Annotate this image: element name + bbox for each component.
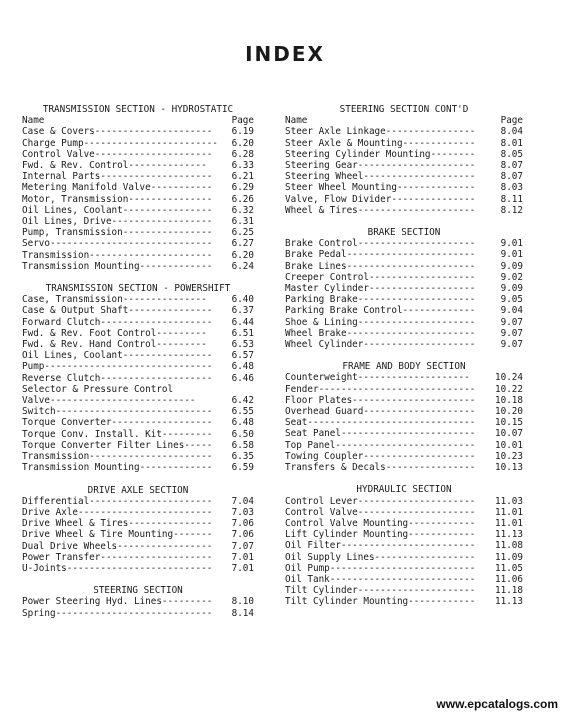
entry-name: Power Transfer--------------------	[22, 551, 213, 563]
index-entry	[22, 171, 254, 182]
entry-page: 6.40	[231, 294, 254, 306]
entry-page: 6.53	[231, 339, 254, 351]
index-section	[285, 227, 523, 350]
index-entry	[22, 384, 254, 395]
entry-page: 7.07	[231, 540, 254, 552]
index-entry	[22, 596, 254, 607]
entry-page: 6.55	[231, 406, 254, 418]
entry-page: 9.07	[500, 316, 523, 328]
index-entry	[285, 574, 523, 585]
entry-name: Servo-----------------------------	[22, 238, 213, 250]
entry-name: Charge Pump------------------------	[22, 137, 218, 149]
entry-name: Shoe & Lining---------------------	[285, 316, 476, 328]
entry-page: 6.35	[231, 451, 254, 463]
index-section	[285, 104, 523, 216]
index-entry	[22, 250, 254, 261]
entry-name: Case, Transmission---------------	[22, 294, 207, 306]
entry-name: Oil Tank--------------------------	[285, 573, 476, 585]
entry-page: 10.20	[495, 406, 523, 418]
entry-name: Counterweight--------------------	[285, 372, 470, 384]
entry-name: Wheel & Tires---------------------	[285, 204, 476, 216]
entry-name: Steer Axle Linkage----------------	[285, 126, 476, 138]
section-title: FRAME AND BODY SECTION	[342, 361, 466, 373]
left-column	[22, 104, 254, 630]
index-entry	[22, 149, 254, 160]
index-entry	[22, 261, 254, 272]
index-entry	[22, 608, 254, 619]
entry-page: 11.18	[495, 585, 523, 597]
entry-page: 10.24	[495, 372, 523, 384]
entry-name: Transfers & Decals----------------	[285, 462, 476, 474]
entry-page: 9.01	[500, 249, 523, 261]
section-title: STEERING SECTION	[93, 585, 183, 597]
index-entry	[285, 552, 523, 563]
index-entry	[285, 451, 523, 462]
entry-name: Torque Conv. Install. Kit---------	[22, 428, 213, 440]
index-entry	[22, 496, 254, 507]
index-entry	[22, 182, 254, 193]
index-entry	[285, 563, 523, 574]
column-header	[285, 115, 523, 126]
entry-name: Drive Wheel & Tires---------------	[22, 518, 213, 530]
entry-page: 7.06	[231, 529, 254, 541]
entry-name: Parking Brake---------------------	[285, 294, 476, 306]
index-entry	[22, 429, 254, 440]
entry-page: 6.37	[231, 305, 254, 317]
entry-name: Pump, Transmission----------------	[22, 227, 213, 239]
entry-name: Steering Cylinder Mounting--------	[285, 148, 476, 160]
index-entry	[22, 541, 254, 552]
index-entry	[285, 406, 523, 417]
index-entry	[285, 194, 523, 205]
index-entry	[22, 238, 254, 249]
entry-name: Overhead Guard--------------------	[285, 406, 476, 418]
entry-page: 6.46	[231, 372, 254, 384]
index-entry	[285, 440, 523, 451]
index-entry	[285, 249, 523, 260]
index-entry	[285, 328, 523, 339]
header-name: Name	[285, 115, 308, 127]
index-entry	[285, 395, 523, 406]
index-entry	[22, 328, 254, 339]
entry-page: 8.07	[500, 171, 523, 183]
index-entry	[285, 384, 523, 395]
section-title: STEERING SECTION CONT'D	[339, 104, 469, 115]
index-section	[285, 484, 523, 607]
entry-name: Top Panel-------------------------	[285, 439, 476, 451]
entry-name: Selector & Pressure Control	[22, 383, 174, 395]
index-entry	[22, 518, 254, 529]
entry-page: 9.09	[500, 283, 523, 295]
index-entry	[285, 305, 523, 316]
index-entry	[22, 462, 254, 473]
entry-page: 6.57	[231, 350, 254, 362]
column-header	[22, 115, 254, 126]
index-entry	[285, 138, 523, 149]
entry-name: Seat Panel------------------------	[285, 428, 476, 440]
entry-page: 11.03	[495, 495, 523, 507]
entry-name: Spring----------------------------	[22, 607, 213, 619]
entry-page: 6.20	[231, 249, 254, 261]
index-entry	[285, 507, 523, 518]
entry-page: 8.07	[500, 160, 523, 172]
entry-name: Lift Cylinder Mounting------------	[285, 529, 476, 541]
index-entry	[22, 451, 254, 462]
entry-page: 11.13	[495, 529, 523, 541]
index-entry	[22, 216, 254, 227]
index-section	[22, 585, 254, 619]
entry-name: Oil Filter------------------------	[285, 540, 476, 552]
index-entry	[22, 294, 254, 305]
entry-page: 7.01	[231, 562, 254, 574]
entry-name: Parking Brake Control-------------	[285, 305, 476, 317]
entry-name: Motor, Transmission---------------	[22, 193, 213, 205]
index-entry	[285, 529, 523, 540]
entry-page: 6.27	[231, 238, 254, 250]
entry-name: Oil Lines, Coolant----------------	[22, 350, 213, 362]
entry-page: 11.09	[495, 551, 523, 563]
entry-name: Fwd. & Rev. Hand Control---------	[22, 339, 207, 351]
entry-name: Valve--------------------------	[22, 395, 196, 407]
section-title: TRANSMISSION SECTION - HYDROSTATIC	[42, 104, 234, 115]
entry-page: 6.32	[231, 204, 254, 216]
index-entry	[22, 552, 254, 563]
entry-page: 10.15	[495, 417, 523, 429]
entry-page: 7.03	[231, 506, 254, 518]
index-entry	[285, 171, 523, 182]
entry-page: 9.07	[500, 339, 523, 351]
index-section	[22, 104, 254, 272]
header-page: Page	[500, 115, 523, 127]
entry-page: 6.19	[231, 126, 254, 138]
entry-page: 8.10	[231, 596, 254, 608]
index-entry	[22, 507, 254, 518]
index-entry	[285, 182, 523, 193]
entry-name: Brake Lines-----------------------	[285, 260, 476, 272]
index-entry	[285, 339, 523, 350]
entry-name: Steering Gear---------------------	[285, 160, 476, 172]
entry-page: 9.07	[500, 327, 523, 339]
entry-page: 8.03	[500, 182, 523, 194]
entry-name: Control Lever---------------------	[285, 495, 476, 507]
entry-page: 10.23	[495, 450, 523, 462]
index-entry	[22, 350, 254, 361]
entry-name: Tilt Cylinder---------------------	[285, 585, 476, 597]
index-entry	[285, 126, 523, 137]
entry-name: Transmission----------------------	[22, 249, 213, 261]
entry-name: Transmission Mounting-------------	[22, 462, 213, 474]
index-entry	[285, 585, 523, 596]
entry-page: 10.18	[495, 394, 523, 406]
entry-page: 6.28	[231, 148, 254, 160]
entry-name: Switch----------------------------	[22, 406, 213, 418]
index-entry	[22, 529, 254, 540]
entry-name: Metering Manifold Valve-----------	[22, 182, 213, 194]
entry-page: 6.31	[231, 216, 254, 228]
entry-page: 7.04	[231, 495, 254, 507]
index-entry	[285, 540, 523, 551]
entry-name: Oil Pump--------------------------	[285, 562, 476, 574]
entry-name: Oil Supply Lines------------------	[285, 551, 476, 563]
entry-page	[252, 384, 254, 395]
index-entry	[22, 126, 254, 137]
index-entry	[285, 417, 523, 428]
index-entry	[22, 205, 254, 216]
entry-page: 11.01	[495, 517, 523, 529]
entry-name: Transmission----------------------	[22, 451, 213, 463]
index-entry	[285, 518, 523, 529]
footer-watermark: www.epcatalogs.com	[436, 697, 558, 711]
entry-name: Towing Coupler--------------------	[285, 450, 476, 462]
entry-page: 9.02	[500, 271, 523, 283]
index-entry	[22, 440, 254, 451]
entry-name: Control Valve Mounting------------	[285, 517, 476, 529]
index-entry	[285, 283, 523, 294]
index-entry	[285, 238, 523, 249]
entry-name: Internal Parts--------------------	[22, 171, 213, 183]
entry-name: Reverse Clutch--------------------	[22, 372, 213, 384]
right-column	[285, 104, 523, 619]
entry-name: Steering Wheel--------------------	[285, 171, 476, 183]
entry-page: 9.04	[500, 305, 523, 317]
entry-page: 6.58	[231, 439, 254, 451]
entry-name: Wheel Brake-----------------------	[285, 327, 476, 339]
entry-name: Drive Axle------------------------	[22, 506, 213, 518]
entry-name: Pump------------------------------	[22, 361, 213, 373]
entry-page: 6.48	[231, 417, 254, 429]
entry-name: Steer Wheel Mounting--------------	[285, 182, 476, 194]
index-entry	[285, 272, 523, 283]
index-entry	[285, 372, 523, 383]
entry-name: Fender----------------------------	[285, 383, 476, 395]
entry-page: 6.25	[231, 227, 254, 239]
entry-page: 8.05	[500, 148, 523, 160]
entry-page: 8.04	[500, 126, 523, 138]
index-entry	[285, 462, 523, 473]
entry-name: Brake Control---------------------	[285, 238, 476, 250]
entry-page: 7.06	[231, 518, 254, 530]
index-entry	[22, 373, 254, 384]
entry-page: 6.59	[231, 462, 254, 474]
entry-name: Drive Wheel & Tire Mounting-------	[22, 529, 213, 541]
entry-page: 6.42	[231, 395, 254, 407]
entry-page: 11.13	[495, 596, 523, 608]
header-name: Name	[22, 115, 45, 127]
index-entry	[285, 428, 523, 439]
page-title: INDEX	[245, 42, 325, 66]
index-section	[22, 485, 254, 575]
entry-page: 8.14	[231, 607, 254, 619]
entry-name: Tilt Cylinder Mounting------------	[285, 596, 476, 608]
entry-page: 9.09	[500, 260, 523, 272]
entry-page: 11.06	[495, 573, 523, 585]
index-entry	[22, 563, 254, 574]
index-entry	[285, 294, 523, 305]
entry-page: 6.51	[231, 327, 254, 339]
index-section	[22, 283, 254, 473]
index-entry	[22, 417, 254, 428]
entry-name: Torque Converter------------------	[22, 417, 213, 429]
entry-name: Master Cylinder-------------------	[285, 283, 476, 295]
entry-name: Control Valve---------------------	[22, 148, 213, 160]
entry-name: Torque Converter Filter Lines-----	[22, 439, 213, 451]
section-title: DRIVE AXLE SECTION	[87, 484, 189, 496]
entry-page: 9.05	[500, 294, 523, 306]
index-entry	[285, 160, 523, 171]
section-title: BRAKE SECTION	[367, 227, 441, 239]
entry-name: Transmission Mounting-------------	[22, 260, 213, 272]
index-entry	[285, 261, 523, 272]
entry-page: 8.11	[500, 193, 523, 205]
entry-name: Power Steering Hyd. Lines---------	[22, 596, 213, 608]
entry-page: 11.01	[495, 506, 523, 518]
entry-name: Forward Clutch--------------------	[22, 316, 213, 328]
entry-page: 9.01	[500, 238, 523, 250]
entry-name: Case & Covers---------------------	[22, 126, 213, 138]
entry-name: Oil Lines, Coolant----------------	[22, 204, 213, 216]
entry-name: Valve, Flow Divider---------------	[285, 193, 476, 205]
entry-page: 8.12	[500, 204, 523, 216]
index-entry	[22, 406, 254, 417]
entry-name: Fwd. & Rev. Foot Control---------	[22, 327, 207, 339]
entry-name: Control Valve---------------------	[285, 506, 476, 518]
entry-page: 6.48	[231, 361, 254, 373]
entry-page: 6.29	[231, 182, 254, 194]
entry-page: 10.07	[495, 428, 523, 440]
entry-page: 6.20	[231, 137, 254, 149]
entry-name: Oil Lines, Drive------------------	[22, 216, 213, 228]
index-entry	[22, 194, 254, 205]
entry-name: Seat------------------------------	[285, 417, 476, 429]
entry-name: Steer Axle & Mounting-------------	[285, 137, 476, 149]
entry-page: 6.24	[231, 260, 254, 272]
index-entry	[285, 205, 523, 216]
index-entry	[22, 339, 254, 350]
entry-page: 6.50	[231, 428, 254, 440]
entry-name: Wheel Cylinder--------------------	[285, 339, 476, 351]
entry-page: 10.22	[495, 383, 523, 395]
index-entry	[22, 305, 254, 316]
entry-page: 10.01	[495, 439, 523, 451]
index-entry	[22, 361, 254, 372]
entry-name: U-Joints--------------------------	[22, 562, 213, 574]
index-entry	[22, 227, 254, 238]
entry-name: Case & Output Shaft---------------	[22, 305, 213, 317]
entry-page: 6.26	[231, 193, 254, 205]
entry-page: 7.01	[231, 551, 254, 563]
section-title: HYDRAULIC SECTION	[356, 484, 452, 496]
index-entry	[22, 395, 254, 406]
section-title: TRANSMISSION SECTION - POWERSHIFT	[45, 283, 231, 295]
entry-name: Creeper Control-------------------	[285, 271, 476, 283]
index-entry	[285, 596, 523, 607]
index-entry	[285, 496, 523, 507]
entry-page: 6.44	[231, 316, 254, 328]
index-entry	[285, 149, 523, 160]
entry-name: Brake Pedal-----------------------	[285, 249, 476, 261]
header-page: Page	[231, 115, 254, 127]
entry-page: 11.05	[495, 562, 523, 574]
entry-name: Floor Plates----------------------	[285, 394, 476, 406]
index-entry	[22, 317, 254, 328]
entry-page: 6.21	[231, 171, 254, 183]
index-entry	[285, 317, 523, 328]
entry-name: Fwd. & Rev. Control--------------	[22, 160, 207, 172]
index-entry	[22, 138, 254, 149]
entry-page: 8.01	[500, 137, 523, 149]
entry-page: 11.08	[495, 540, 523, 552]
entry-name: Differential----------------------	[22, 495, 213, 507]
index-section	[285, 361, 523, 473]
index-entry	[22, 160, 254, 171]
entry-name: Dual Drive Wheels-----------------	[22, 540, 213, 552]
entry-page: 6.33	[231, 160, 254, 172]
entry-page: 10.13	[495, 462, 523, 474]
